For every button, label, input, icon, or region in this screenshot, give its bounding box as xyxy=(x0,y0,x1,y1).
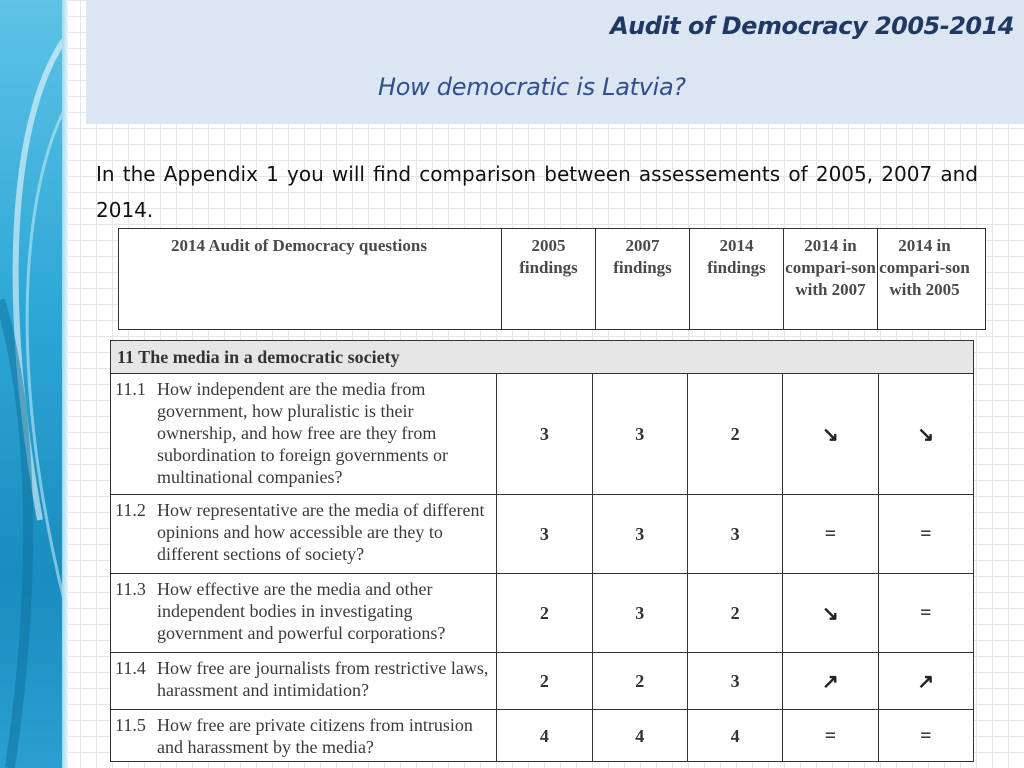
slide-title: Audit of Democracy 2005-2014 xyxy=(610,12,1014,40)
trend-vs-2007-icon: ↗ xyxy=(782,653,877,709)
col-header-2007: 2007 findings xyxy=(595,229,689,329)
table-row xyxy=(111,653,973,710)
finding-2007: 4 xyxy=(592,710,687,762)
slide-subtitle: How democratic is Latvia? xyxy=(378,73,686,101)
finding-2005: 4 xyxy=(496,710,591,762)
col-header-2005: 2005 findings xyxy=(501,229,595,329)
question-text: How representative are the media of different opinions and how accessible are they to different sections of society? xyxy=(157,500,485,564)
question-number: 11.4 xyxy=(115,658,146,678)
question-text: How independent are the media from government, how pluralistic is their ownership, and how free are they from subordination to foreign governments or multinational companies? xyxy=(157,379,448,487)
question-cell xyxy=(111,653,496,709)
decorative-side-band xyxy=(0,0,64,768)
table-header xyxy=(118,228,986,330)
question-text: How free are journalists from restrictive laws, harassment and intimidation? xyxy=(157,658,489,700)
finding-2014: 2 xyxy=(687,374,782,494)
band-edge xyxy=(62,0,68,768)
question-cell xyxy=(111,710,496,762)
question-text: How effective are the media and other independent bodies in investigating government and powerful corporations? xyxy=(157,579,446,643)
section-heading: 11 The media in a democratic society xyxy=(111,341,973,374)
question-number: 11.1 xyxy=(115,379,146,399)
findings-table xyxy=(110,340,974,762)
question-number: 11.3 xyxy=(115,579,146,599)
trend-vs-2005-icon: ↗ xyxy=(878,653,973,709)
finding-2007: 3 xyxy=(592,495,687,573)
question-number: 11.2 xyxy=(115,500,146,520)
trend-vs-2007-icon: = xyxy=(782,710,877,762)
question-cell xyxy=(111,495,496,573)
table-row xyxy=(111,574,973,653)
col-header-question: 2014 Audit of Democracy questions xyxy=(171,236,427,255)
table-row xyxy=(111,710,973,762)
question-number: 11.5 xyxy=(115,715,146,735)
intro-text: In the Appendix 1 you will find comparison between assessements of 2005, 2007 and 2014. xyxy=(96,162,978,222)
finding-2007: 3 xyxy=(592,574,687,652)
finding-2005: 2 xyxy=(496,653,591,709)
finding-2005: 3 xyxy=(496,495,591,573)
question-cell xyxy=(111,374,496,494)
trend-vs-2005-icon: ↘ xyxy=(878,374,973,494)
finding-2005: 2 xyxy=(496,574,591,652)
col-header-cmp-2007: 2014 in compari-son with 2007 xyxy=(783,229,877,329)
col-header-cmp-2005: 2014 in compari-son with 2005 xyxy=(877,229,971,329)
question-text: How free are private citizens from intrusion and harassment by the media? xyxy=(157,715,473,757)
finding-2014: 3 xyxy=(687,495,782,573)
finding-2005: 3 xyxy=(496,374,591,494)
trend-vs-2005-icon: = xyxy=(878,574,973,652)
trend-vs-2007-icon: ↘ xyxy=(782,574,877,652)
finding-2007: 3 xyxy=(592,374,687,494)
finding-2014: 3 xyxy=(687,653,782,709)
trend-vs-2005-icon: = xyxy=(878,495,973,573)
table-row xyxy=(111,495,973,574)
trend-vs-2007-icon: ↘ xyxy=(782,374,877,494)
trend-vs-2005-icon: = xyxy=(878,710,973,762)
slide-header xyxy=(86,0,1024,124)
question-cell xyxy=(111,574,496,652)
finding-2014: 2 xyxy=(687,574,782,652)
finding-2014: 4 xyxy=(687,710,782,762)
table-row xyxy=(111,374,973,495)
trend-vs-2007-icon: = xyxy=(782,495,877,573)
finding-2007: 2 xyxy=(592,653,687,709)
col-header-2014: 2014 findings xyxy=(689,229,783,329)
swoosh-decoration xyxy=(0,0,64,768)
